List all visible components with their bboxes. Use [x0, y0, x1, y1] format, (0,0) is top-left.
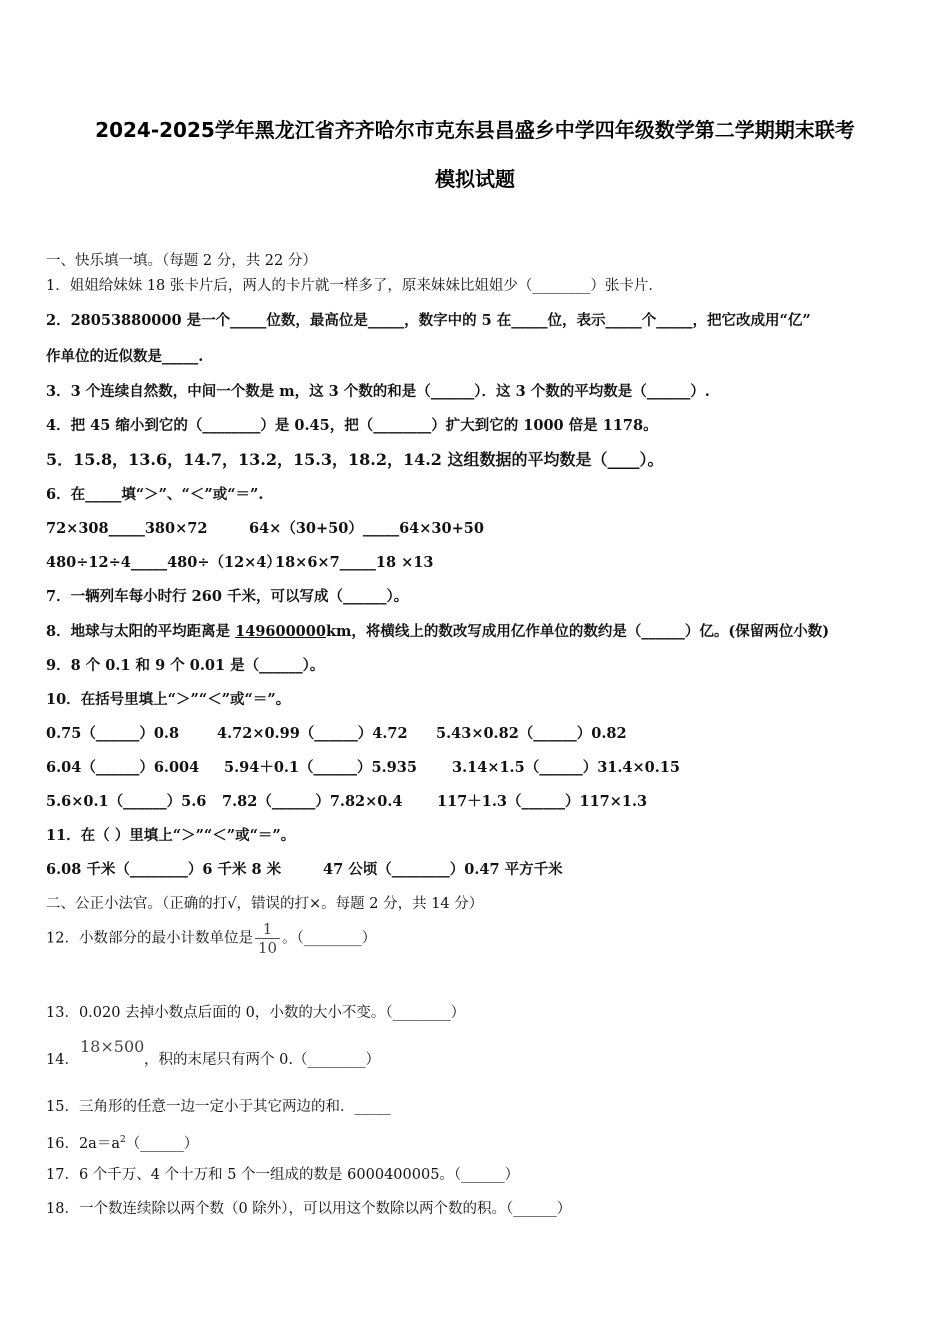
q6-item: 18×6×7_____18 ×13 [275, 554, 434, 571]
section-heading-2: 二、公正小法官。（正确的打√，错误的打×。每题 2 分，共 14 分） [46, 896, 484, 912]
q10-item: 0.75（______）0.8 [46, 725, 180, 742]
question-18: 18．一个数连续除以两个数（0 除外），可以用这个数除以两个数的积。（______） [46, 1201, 572, 1217]
section-heading-1: 一、快乐填一填。（每题 2 分，共 22 分） [46, 253, 317, 269]
q6-item: 64×（30+50）_____64×30+50 [249, 520, 484, 537]
question-11: 11．在（ ）里填上“＞”“＜”或“＝”。 [46, 827, 296, 844]
question-6-row-1 [46, 519, 484, 539]
q8-text-pre: 8．地球与太阳的平均距离是 [46, 623, 236, 640]
question-6-row-2 [46, 553, 433, 573]
q11-item: 6.08 千米（________）6 千米 8 米 [46, 861, 282, 878]
page-title-line1: 2024-2025学年黑龙江省齐齐哈尔市克东县昌盛乡中学四年级数学第二学期期末联考 [95, 118, 855, 142]
q14-expression: 18×500 [80, 1037, 145, 1056]
question-7: 7．一辆列车每小时行 260 千米，可以写成（______）。 [46, 588, 409, 605]
question-12 [46, 920, 376, 957]
question-8 [46, 622, 829, 642]
q16-text-post: （______） [125, 1135, 199, 1152]
q12-text-post: 。（________） [282, 930, 377, 947]
q10-item: 3.14×1.5（______）31.4×0.15 [452, 759, 680, 776]
q12-text-pre: 12．小数部分的最小计数单位是 [46, 930, 253, 947]
question-10-row-1 [46, 724, 627, 744]
q11-item: 47 公顷（________）0.47 平方千米 [323, 861, 563, 878]
question-2-line1: 2．28053880000 是一个_____位数，最高位是_____，数字中的 5 在_____位，表示_____个_____，把它改成用“亿” [46, 312, 811, 329]
q10-item: 6.04（______）6.004 [46, 759, 200, 776]
question-3: 3．3 个连续自然数，中间一个数是 m，这 3 个数的和是（______）．这 3 个数的平均数是（______）. [46, 383, 710, 400]
question-5: 5．15.8，13.6，14.7，13.2，15.3，18.2，14.2 这组数据的平均数是（____）。 [46, 450, 664, 469]
q10-item: 5.94＋0.1（______）5.935 [224, 759, 417, 776]
q10-item: 5.43×0.82（______）0.82 [436, 725, 627, 742]
question-10-row-3 [46, 792, 647, 812]
question-1: 1．姐姐给妹妹 18 张卡片后，两人的卡片就一样多了，原来妹妹比姐姐少（________）张卡片． [46, 278, 663, 294]
question-10: 10．在括号里填上“＞”“＜”或“＝”。 [46, 691, 291, 708]
q6-item: 480÷12÷4_____480÷（12×4） [46, 554, 281, 571]
question-16 [46, 1130, 198, 1154]
question-2-line2: 作单位的近似数是_____. [46, 348, 204, 365]
q10-item: 117＋1.3（______）117×1.3 [437, 793, 648, 810]
question-13: 13．0.020 去掉小数点后面的 0，小数的大小不变。（________） [46, 1005, 466, 1021]
q10-item: 4.72×0.99（______）4.72 [217, 725, 408, 742]
question-9: 9．8 个 0.1 和 9 个 0.01 是（______）。 [46, 657, 325, 674]
q8-text-post: km，将横线上的数改写成用亿作单位的数约是（______）亿。(保留两位小数) [325, 623, 830, 640]
fraction [255, 920, 280, 957]
question-15: 15．三角形的任意一边一定小于其它两边的和．_____ [46, 1099, 391, 1115]
q10-item: 7.82（______）7.82×0.4 [222, 793, 403, 810]
q10-item: 5.6×0.1（______）5.6 [46, 793, 207, 810]
question-11-row-1 [46, 860, 563, 880]
page-title-line2: 模拟试题 [435, 167, 515, 191]
fraction-numerator: 1 [255, 920, 280, 939]
q6-item: 72×308_____380×72 [46, 520, 208, 537]
question-17: 17．6 个千万、4 个十万和 5 个一组成的数是 6000400005。（______） [46, 1167, 520, 1183]
question-4: 4．把 45 缩小到它的（________）是 0.45，把（________）扩大到它的 1000 倍是 1178。 [46, 417, 658, 434]
q16-text-pre: 16．2a＝a [46, 1135, 120, 1152]
q8-underlined-number: 149600000 [235, 623, 326, 640]
q16-superscript: 2 [119, 1135, 126, 1145]
q14-text-post: ，积的末尾只有两个 0.（________） [144, 1052, 380, 1068]
fraction-denominator: 10 [257, 939, 278, 957]
q14-number: 14． [46, 1052, 79, 1068]
question-10-row-2 [46, 758, 680, 778]
question-6: 6．在_____填“＞”、“＜”或“＝”. [46, 486, 264, 503]
